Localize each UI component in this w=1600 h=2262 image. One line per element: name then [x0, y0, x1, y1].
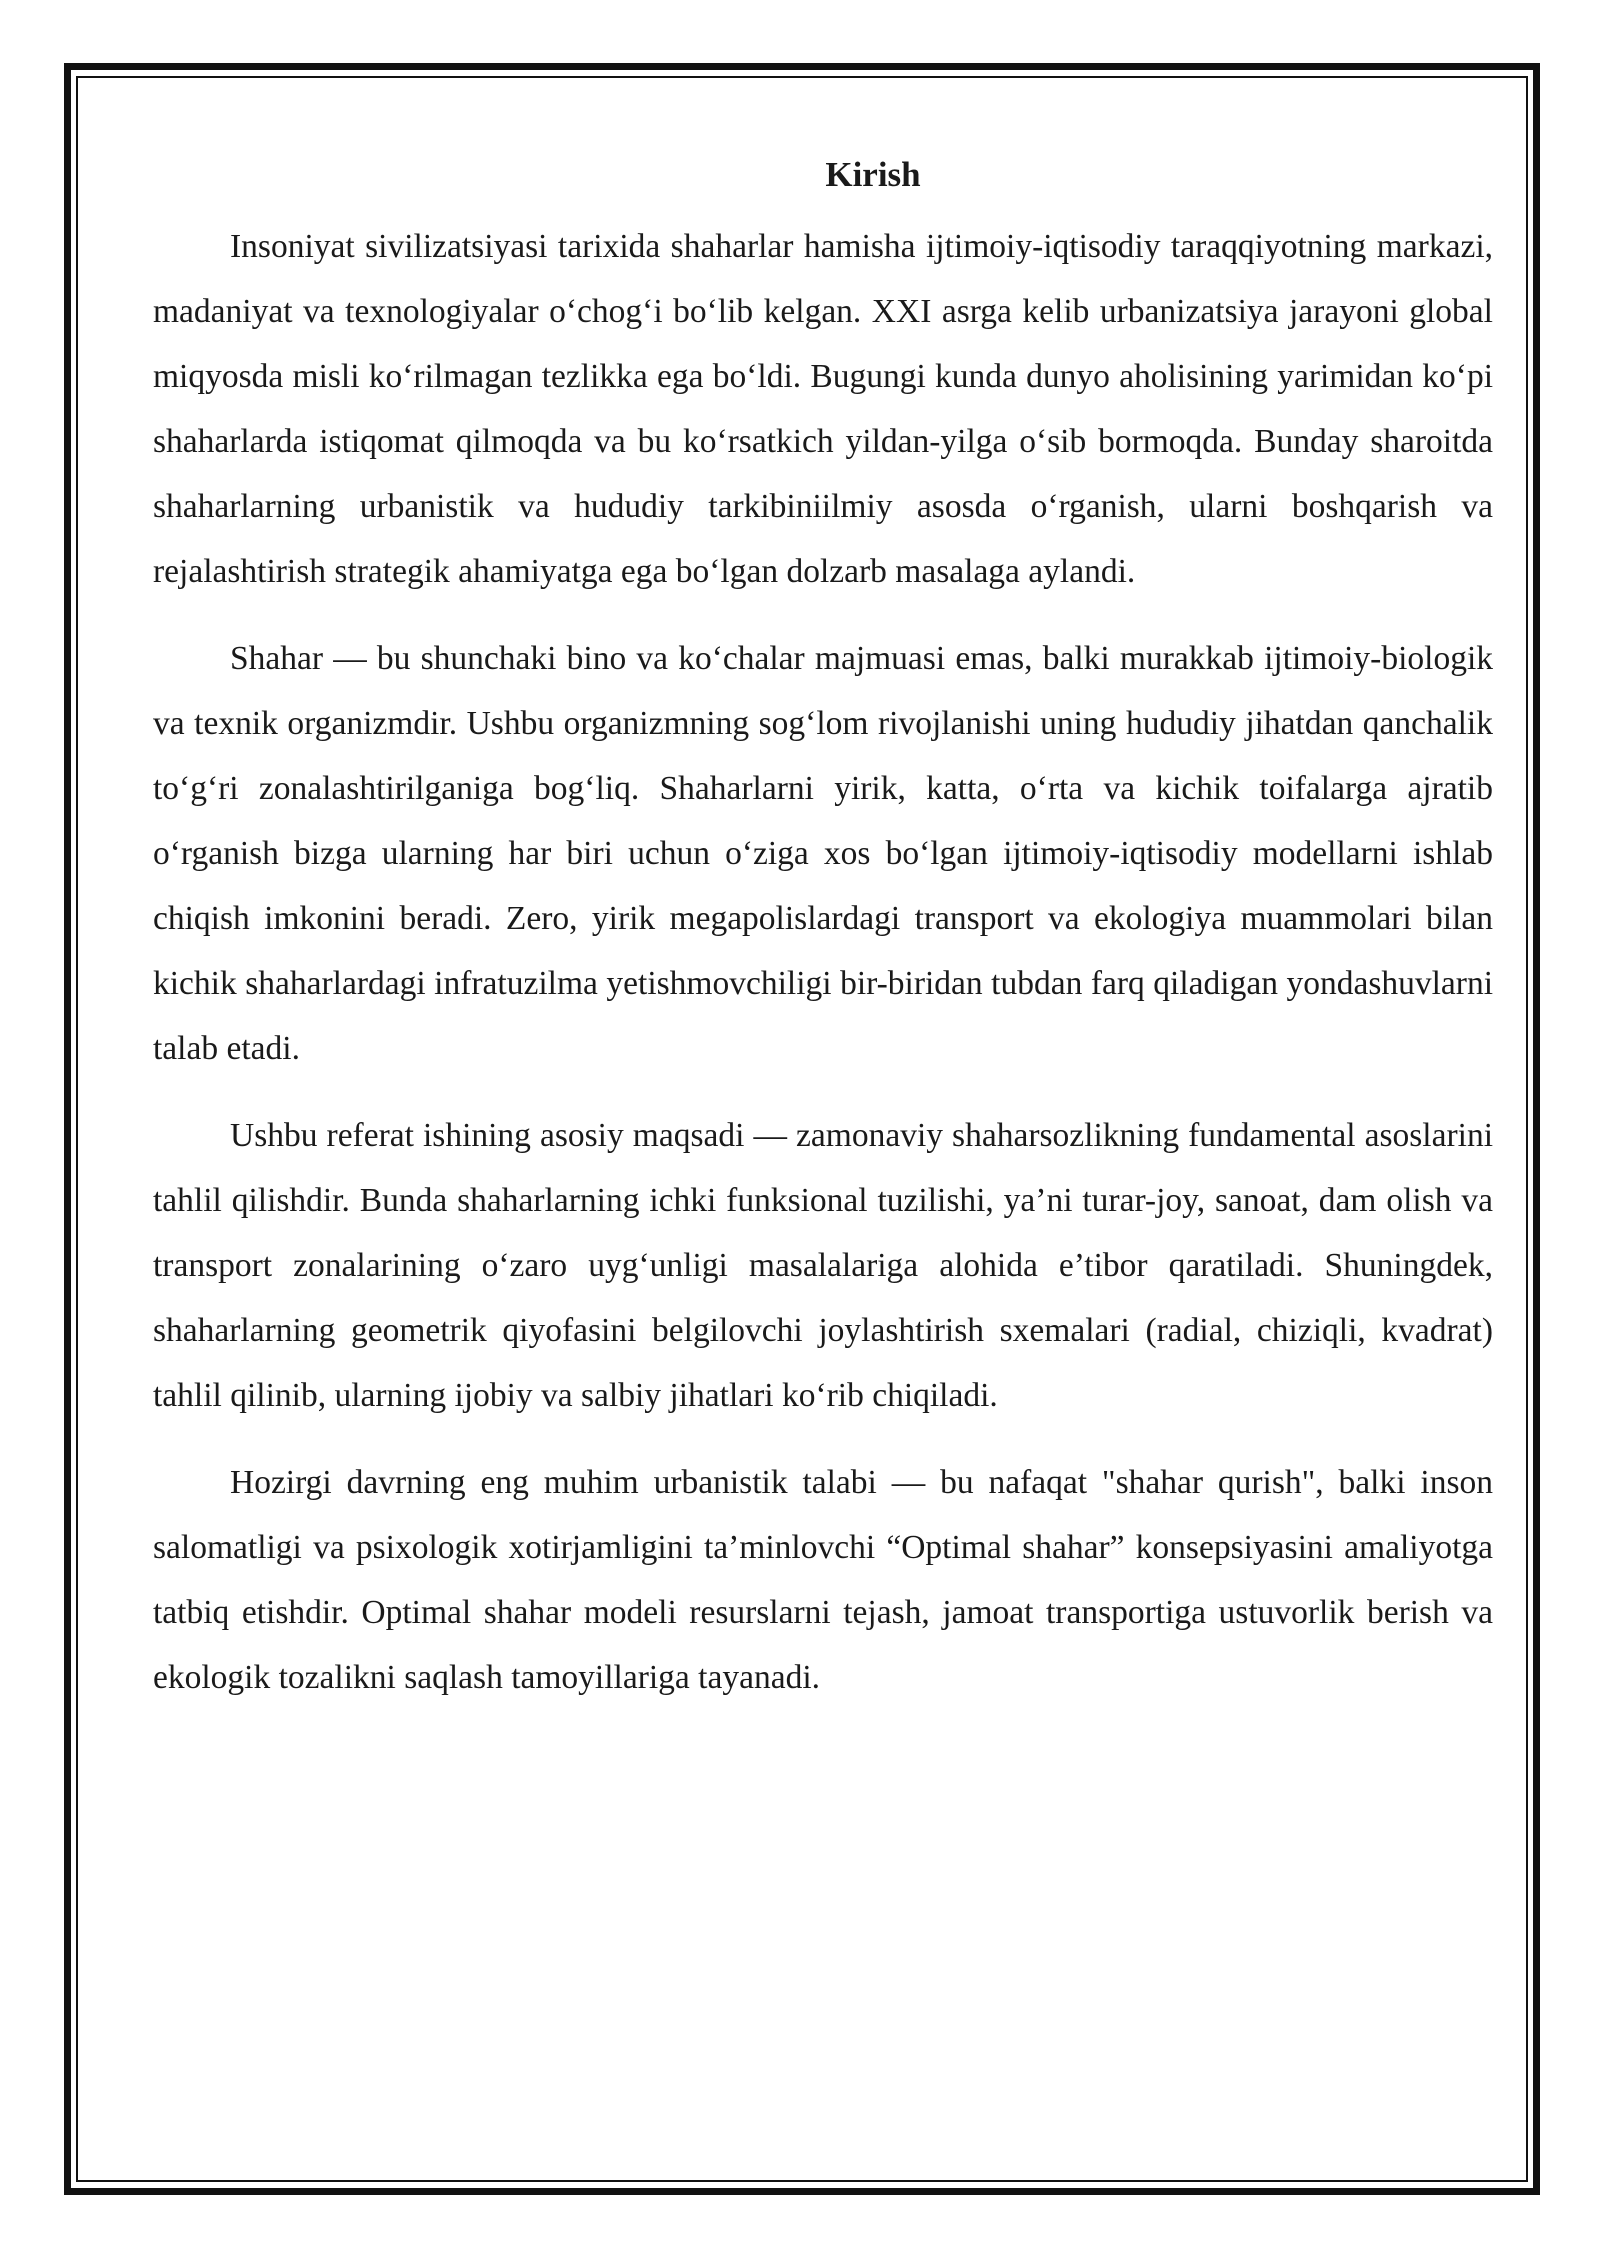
- paragraph-4: Hozirgi davrning eng muhim urbanistik talabi — bu nafaqat "shahar qurish", balki inson salomatligi va psixologik xotirjamligini ta’minlovchi “Optimal shahar” konsepsiyasini amaliyotga tatbiq etishdir. Optimal shahar modeli resurslarni tejash, jamoat transportiga ustuvorlik berish va ekologik tozalikni saqlash tamoyillariga tayanadi.: [153, 1464, 1493, 1696]
- paragraph-2: Shahar — bu shunchaki bino va ko‘chalar majmuasi emas, balki murakkab ijtimoiy-biologik va texnik organizmdir. Ushbu organizmning sog‘lom rivojlanishi uning hududiy jihatdan qanchalik to‘g‘ri zonalashtirilganiga bog‘liq. Shaharlarni yirik, katta, o‘rta va kichik toifalarga ajratib o‘rganish bizga ularning har biri uchun o‘ziga xos bo‘lgan ijtimoiy-iqtisodiy modellarni ishlab chiqish imkonini beradi. Zero, yirik megapolislardagi transport va ekologiya muammolari bilan kichik shaharlardagi infratuzilma yetishmovchiligi bir-biridan tubdan farq qiladigan yondashuvlarni talab etadi.: [153, 640, 1493, 1067]
- document-body: [153, 150, 1493, 1732]
- paragraph-3: Ushbu referat ishining asosiy maqsadi — zamonaviy shaharsozlikning fundamental asoslarini tahlil qilishdir. Bunda shaharlarning ichki funksional tuzilishi, ya’ni turar-joy, sanoat, dam olish va transport zonalarining o‘zaro uyg‘unligi masalalariga alohida e’tibor qaratiladi. Shuningdek, shaharlarning geometrik qiyofasini belgilovchi joylashtirish sxemalari (radial, chiziqli, kvadrat) tahlil qilinib, ularning ijobiy va salbiy jihatlari ko‘rib chiqiladi.: [153, 1117, 1493, 1414]
- page-title: Kirish: [825, 155, 921, 194]
- paragraph-1: Insoniyat sivilizatsiyasi tarixida shaharlar hamisha ijtimoiy-iqtisodiy taraqqiyotning markazi, madaniyat va texnologiyalar o‘chog‘i bo‘lib kelgan. XXI asrga kelib urbanizatsiya jarayoni global miqyosda misli ko‘rilmagan tezlikka ega bo‘ldi. Bugungi kunda dunyo aholisining yarimidan ko‘pi shaharlarda istiqomat qilmoqda va bu ko‘rsatkich yildan-yilga o‘sib bormoqda. Bunday sharoitda shaharlarning urbanistik va hududiy tarkibiniilmiy asosda o‘rganish, ularni boshqarish va rejalashtirish strategik ahamiyatga ega bo‘lgan dolzarb masalaga aylandi.: [153, 228, 1493, 590]
